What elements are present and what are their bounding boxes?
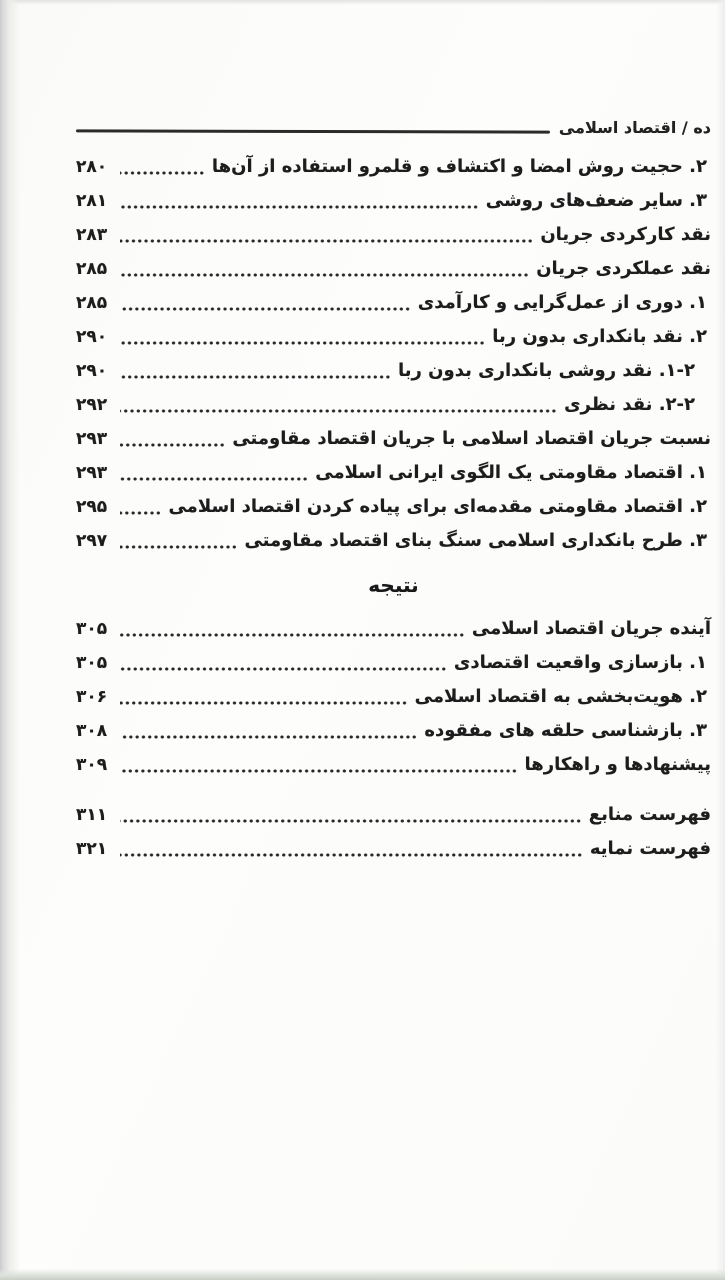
header-rule — [76, 129, 550, 133]
toc-entry-title: ۱. اقتصاد مقاومتی یک الگوی ایرانی اسلامی — [315, 462, 707, 483]
toc-entry-title: ۳. سایر ضعف‌های روشی — [485, 190, 707, 211]
toc-entry-title: نسبت جریان اقتصاد اسلامی با جریان اقتصاد مقاومتی — [232, 428, 711, 449]
toc-entry-title: نقد عملکردی جریان — [536, 258, 711, 279]
toc-entry — [76, 490, 711, 524]
dotted-leader — [120, 286, 412, 320]
dotted-leader — [120, 218, 534, 252]
dotted-leader — [120, 714, 418, 748]
toc-entry-title: فهرست نمایه — [589, 838, 711, 859]
toc-entry — [76, 680, 711, 714]
toc-entry-title: ۲. نقد بانکداری بدون ربا — [492, 326, 707, 347]
toc-entry-title: ۱. بازسازی واقعیت اقتصادی — [453, 652, 707, 673]
toc-entry-page-number: ۳۲۱ — [76, 839, 108, 859]
toc-entry — [76, 184, 711, 218]
dotted-leader — [120, 320, 486, 354]
toc-entry — [76, 524, 711, 558]
dotted-leader — [120, 832, 584, 866]
dotted-leader — [120, 388, 558, 422]
toc-entry — [76, 422, 711, 456]
toc-entry — [76, 714, 711, 748]
running-header-title: ده / اقتصاد اسلامی — [558, 117, 711, 137]
toc-entry — [76, 354, 711, 388]
toc-entry — [76, 612, 711, 646]
toc-entry-page-number: ۲۸۵ — [76, 259, 108, 279]
dotted-leader — [120, 680, 409, 714]
toc-entry — [76, 252, 711, 286]
toc-entry-title: ۳. طرح بانکداری اسلامی سنگ بنای اقتصاد مقاومتی — [244, 530, 707, 551]
toc-entry-title: پیشنهادها و راهکارها — [524, 754, 711, 775]
dotted-leader — [120, 748, 519, 782]
toc-entry — [76, 456, 711, 490]
dotted-leader — [120, 612, 466, 646]
toc-entry-page-number: ۲۹۳ — [76, 463, 108, 483]
toc-entry-page-number: ۳۰۸ — [76, 721, 108, 741]
toc-entry-page-number: ۲۸۳ — [76, 225, 108, 245]
toc-entry-page-number: ۲۹۵ — [76, 497, 108, 517]
section-heading: نتیجه — [368, 573, 419, 597]
toc-entry-page-number: ۲۸۱ — [76, 191, 108, 211]
scan-edge-right — [716, 0, 725, 1280]
toc-entry — [76, 832, 711, 866]
dotted-leader — [120, 798, 583, 832]
toc-entry-title: نقد کارکردی جریان — [540, 224, 711, 245]
toc-entry-page-number: ۳۱۱ — [76, 805, 108, 825]
dotted-leader — [120, 252, 530, 286]
dotted-leader — [120, 184, 480, 218]
toc-entry-page-number: ۲۹۲ — [76, 395, 108, 415]
toc-entry-page-number: ۲۹۷ — [76, 531, 108, 551]
toc-entry-page-number: ۳۰۵ — [76, 619, 108, 639]
toc-entry — [76, 798, 711, 832]
scan-edge-top — [0, 0, 725, 5]
dotted-leader — [120, 490, 162, 524]
toc-entry-page-number: ۲۹۰ — [76, 327, 108, 347]
toc-entry-title: ۲-۲. نقد نظری — [564, 394, 695, 415]
toc-entry-page-number: ۲۸۰ — [76, 157, 108, 177]
toc-entry-title: ۳. بازشناسی حلقه های مفقوده — [424, 720, 707, 741]
toc-entry-title: ۲. هویت‌بخشی به اقتصاد اسلامی — [414, 686, 707, 707]
dotted-leader — [120, 150, 206, 184]
toc-entry-title: فهرست منابع — [588, 804, 711, 825]
toc-entry-page-number: ۲۹۳ — [76, 429, 108, 449]
toc-entry-page-number: ۳۰۵ — [76, 653, 108, 673]
toc-entry-page-number: ۳۰۹ — [76, 755, 108, 775]
toc-entry-page-number: ۳۰۶ — [76, 687, 108, 707]
toc-entry-title: ۲. اقتصاد مقاومتی مقدمه‌ای برای پیاده کردن اقتصاد اسلامی — [168, 496, 707, 517]
scan-edge-bottom — [0, 1269, 725, 1280]
toc-entry-page-number: ۲۸۵ — [76, 293, 108, 313]
running-header — [76, 112, 711, 142]
dotted-leader — [120, 524, 238, 558]
dotted-leader — [120, 456, 309, 490]
toc-entry-title: ۱-۲. نقد روشی بانکداری بدون ربا — [398, 360, 695, 381]
toc-page-content — [76, 112, 711, 866]
toc-entry-title: آینده جریان اقتصاد اسلامی — [471, 618, 711, 639]
toc-entry — [76, 320, 711, 354]
toc-entry — [76, 646, 711, 680]
toc-entry-title: ۲. حجیت روش امضا و اکتشاف و قلمرو استفاده از آن‌ها — [211, 156, 707, 177]
toc-entry — [76, 286, 711, 320]
toc-entry — [76, 748, 711, 782]
dotted-leader — [120, 354, 392, 388]
toc-entry — [76, 218, 711, 252]
toc-entry — [76, 388, 711, 422]
toc-entry — [76, 150, 711, 184]
toc-entry-title: ۱. دوری از عمل‌گرایی و کارآمدی — [417, 292, 707, 313]
dotted-leader — [120, 422, 226, 456]
scan-edge-left — [0, 0, 20, 1280]
dotted-leader — [120, 646, 448, 680]
toc-entry-page-number: ۲۹۰ — [76, 361, 108, 381]
